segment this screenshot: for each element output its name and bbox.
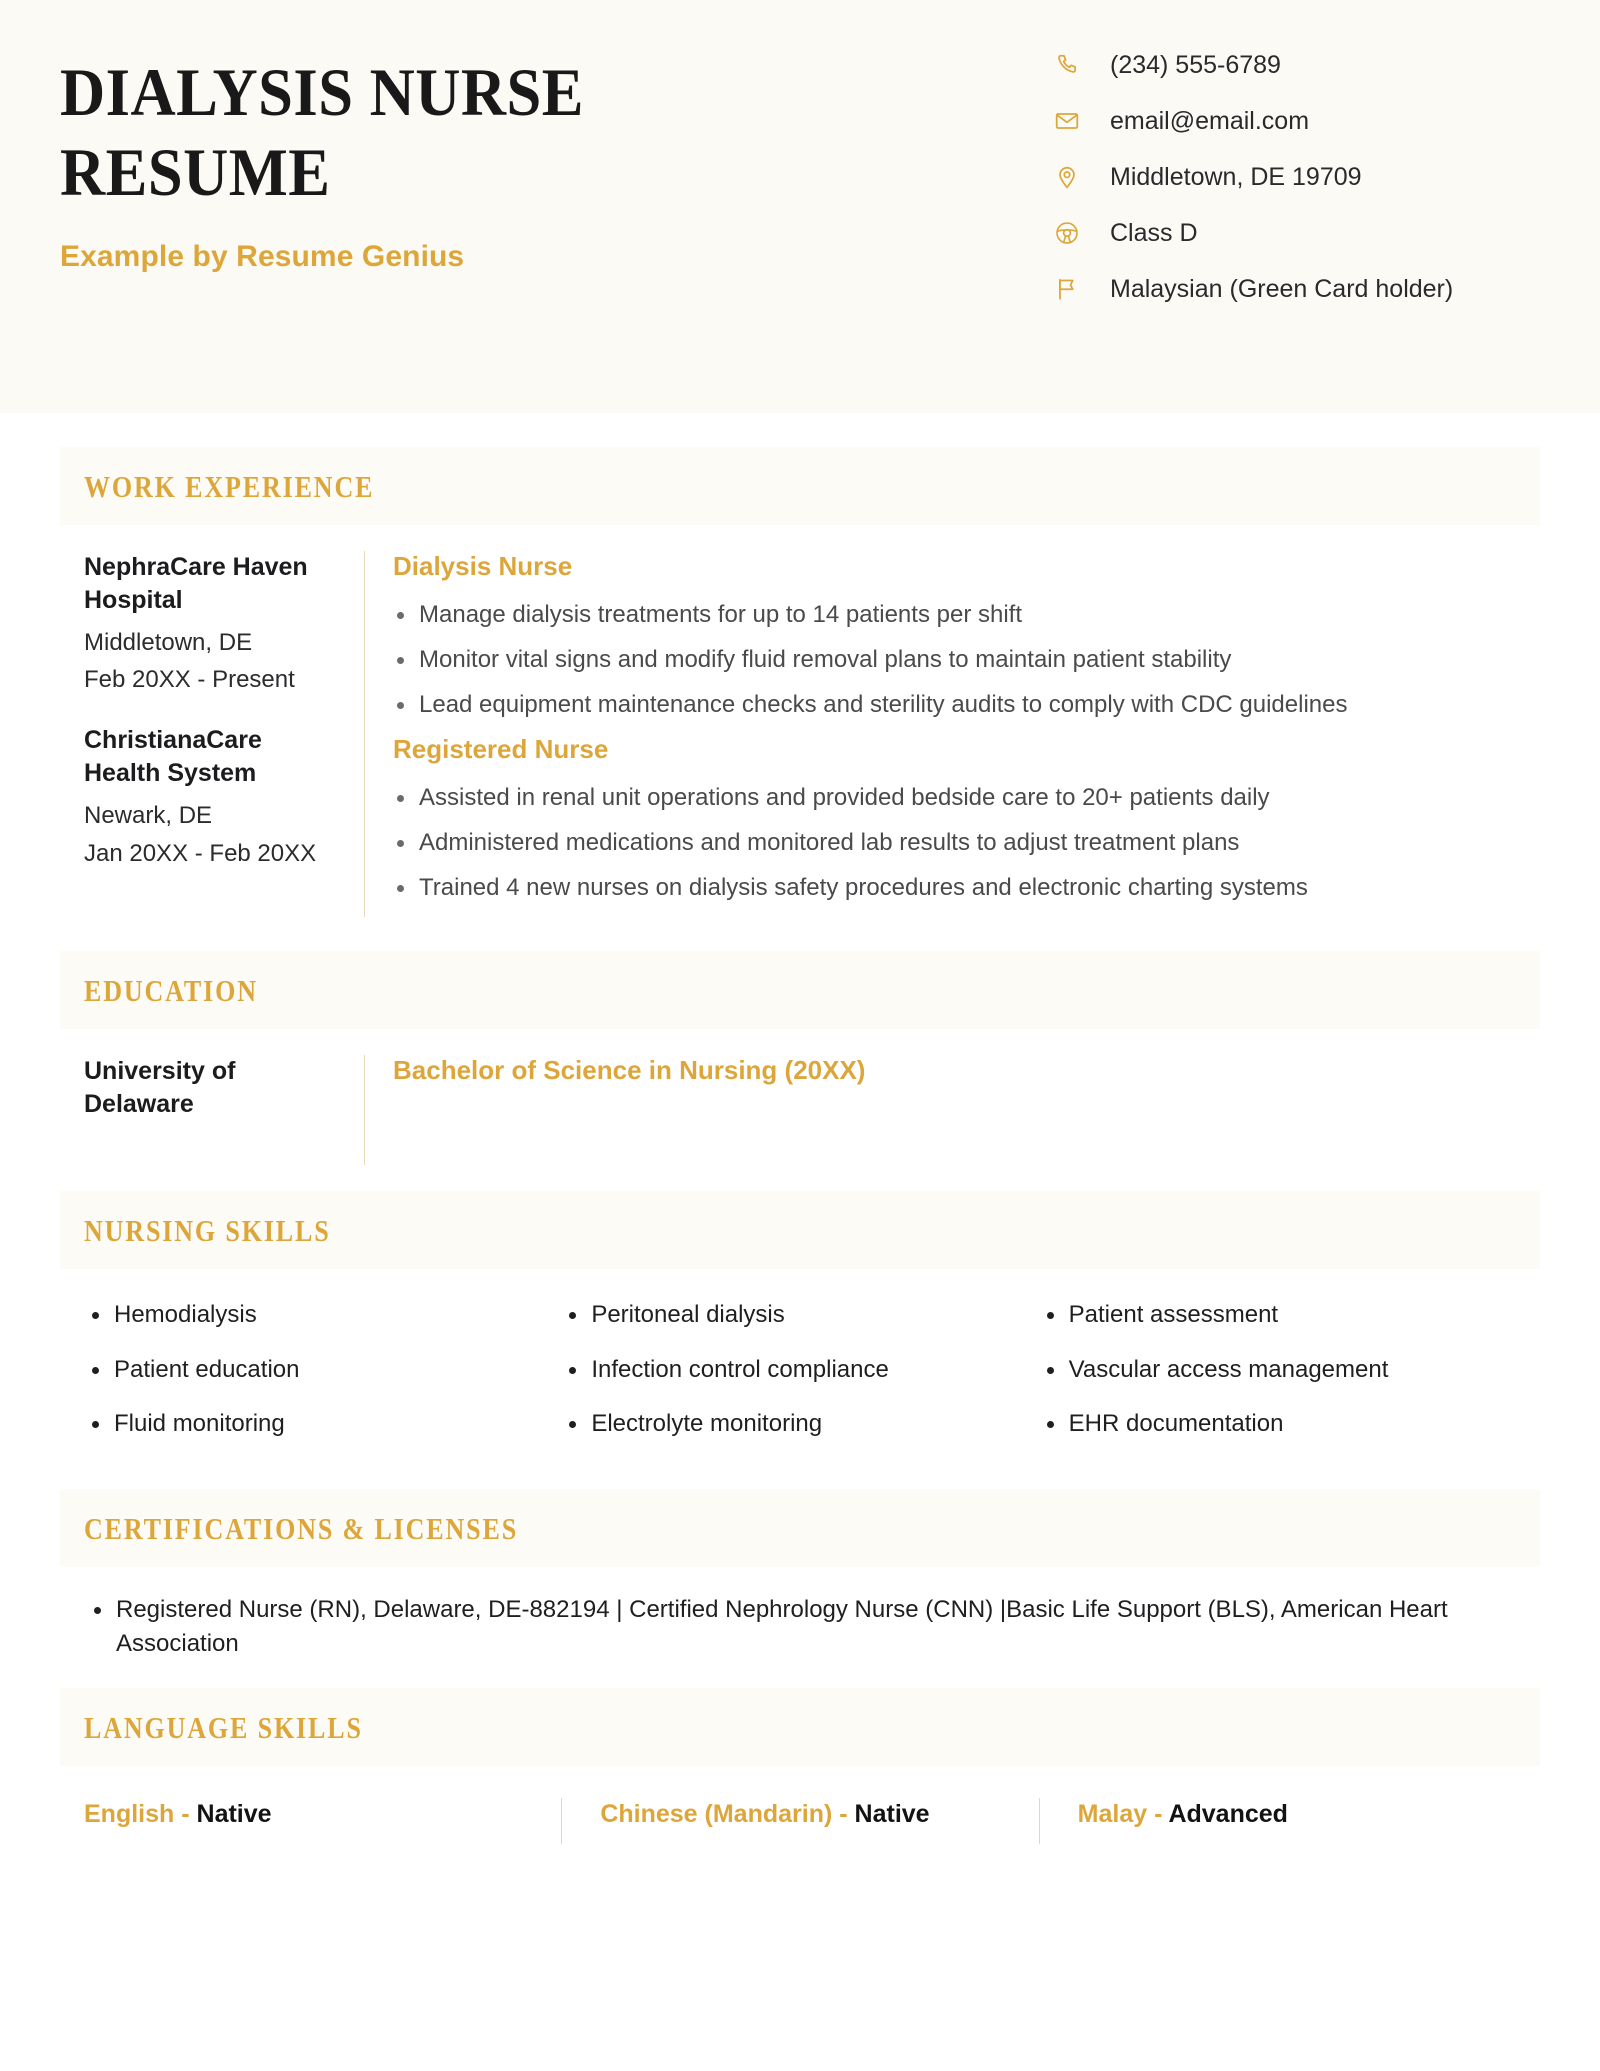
skills-column <box>561 1299 1038 1462</box>
section-language-skills <box>60 1688 1540 1884</box>
resume-header <box>0 0 1600 413</box>
job-bullet-list <box>393 781 1516 905</box>
skill-item: Hemodialysis <box>84 1299 541 1331</box>
org-name: NephraCare Haven Hospital <box>84 553 308 614</box>
header-identity <box>60 38 1040 274</box>
spacer <box>60 917 1540 951</box>
experience-role-column <box>365 551 1516 917</box>
language-item <box>84 1798 561 1844</box>
education-degree-column <box>365 1055 1516 1165</box>
language-level: Advanced <box>1168 1800 1288 1829</box>
job-bullet: Monitor vital signs and modify fluid removal plans to maintain patient stability <box>393 643 1516 677</box>
section-content-language-skills <box>60 1766 1540 1884</box>
skills-column <box>1039 1299 1516 1462</box>
language-item <box>561 1798 1038 1844</box>
language-level: Native <box>196 1800 272 1829</box>
certification-item: Registered Nurse (RN), Delaware, DE-882194 | Certified Nephrology Nurse (CNN) |Basic Life Support (BLS), American Heart Association <box>88 1593 1516 1663</box>
language-name: Chinese (Mandarin) <box>600 1800 833 1829</box>
contact-value-license: Class D <box>1110 219 1198 247</box>
section-content-nursing-skills <box>60 1269 1540 1462</box>
skill-item: Electrolyte monitoring <box>561 1408 1018 1440</box>
section-heading-education: EDUCATION <box>84 973 258 1009</box>
contact-item-phone <box>1052 48 1540 82</box>
section-content-certifications <box>60 1567 1540 1663</box>
certification-list <box>84 1593 1516 1663</box>
section-work-experience <box>60 447 1540 917</box>
job-title: Registered Nurse <box>393 734 609 765</box>
org-location: Middletown, DE <box>84 629 253 656</box>
experience-org-column <box>84 551 364 917</box>
language-item <box>1039 1798 1516 1844</box>
skill-item: EHR documentation <box>1039 1408 1496 1440</box>
contact-value-email: email@email.com <box>1110 107 1310 135</box>
spacer <box>60 1165 1540 1191</box>
page-title: DIALYSIS NURSE RESUME <box>60 54 584 211</box>
experience-org-entry <box>84 724 342 871</box>
vertical-divider <box>1039 1798 1040 1844</box>
section-band-work-experience <box>60 447 1540 525</box>
skill-item: Vascular access management <box>1039 1354 1496 1386</box>
section-band-language-skills <box>60 1688 1540 1766</box>
job-bullet: Trained 4 new nurses on dialysis safety procedures and electronic charting systems <box>393 871 1516 905</box>
job-bullet: Assisted in renal unit operations and provided bedside care to 20+ patients daily <box>393 781 1516 815</box>
language-dash: - <box>832 1800 855 1829</box>
section-band-nursing-skills <box>60 1191 1540 1269</box>
skills-column <box>84 1299 561 1462</box>
contact-list <box>1040 38 1540 328</box>
job-bullet: Manage dialysis treatments for up to 14 patients per shift <box>393 598 1516 632</box>
org-dates: Feb 20XX - Present <box>84 666 295 694</box>
spacer <box>60 1463 1540 1489</box>
spacer <box>60 1662 1540 1688</box>
language-name: Malay <box>1077 1800 1148 1829</box>
envelope-icon <box>1052 106 1082 136</box>
org-name: ChristianaCare Health System <box>84 726 262 787</box>
section-education <box>60 951 1540 1165</box>
section-band-education <box>60 951 1540 1029</box>
flag-icon <box>1052 274 1082 304</box>
org-dates: Jan 20XX - Feb 20XX <box>84 839 317 867</box>
skill-item: Peritoneal dialysis <box>561 1299 1018 1331</box>
education-school: University of Delaware <box>84 1057 236 1118</box>
org-location: Newark, DE <box>84 802 213 830</box>
vertical-divider <box>561 1798 562 1844</box>
skill-item: Patient assessment <box>1039 1299 1496 1331</box>
section-content-education <box>60 1029 1540 1165</box>
education-school-column <box>84 1055 364 1165</box>
language-dash: - <box>174 1800 197 1829</box>
section-band-certifications <box>60 1489 1540 1567</box>
contact-item-location <box>1052 160 1540 194</box>
contact-value-location: Middletown, DE 19709 <box>1110 163 1362 191</box>
phone-icon <box>1052 50 1082 80</box>
section-content-work-experience <box>60 525 1540 917</box>
experience-org-entry <box>84 551 342 698</box>
language-dash: - <box>1147 1800 1169 1829</box>
section-heading-nursing-skills: NURSING SKILLS <box>84 1213 331 1249</box>
language-level: Native <box>854 1800 930 1829</box>
resume-subtitle: Example by Resume Genius <box>60 240 465 274</box>
section-nursing-skills <box>60 1191 1540 1462</box>
contact-value-phone: (234) 555-6789 <box>1110 51 1281 79</box>
contact-item-nationality <box>1052 272 1540 306</box>
skill-item: Fluid monitoring <box>84 1408 541 1440</box>
job-bullet: Administered medications and monitored lab results to adjust treatment plans <box>393 826 1516 860</box>
section-heading-work-experience: WORK EXPERIENCE <box>84 469 375 504</box>
steering-wheel-icon <box>1052 218 1082 248</box>
language-name: English <box>84 1800 175 1829</box>
section-heading-certifications: CERTIFICATIONS & LICENSES <box>84 1510 519 1546</box>
skill-item: Patient education <box>84 1354 541 1386</box>
job-title: Dialysis Nurse <box>393 551 573 581</box>
skill-item: Infection control compliance <box>561 1354 1018 1386</box>
spacer <box>60 413 1540 447</box>
contact-value-nationality: Malaysian (Green Card holder) <box>1110 275 1454 303</box>
contact-item-license <box>1052 216 1540 250</box>
job-bullet-list <box>393 598 1516 722</box>
location-pin-icon <box>1052 162 1082 192</box>
contact-item-email <box>1052 104 1540 138</box>
education-degree: Bachelor of Science in Nursing (20XX) <box>393 1055 866 1086</box>
section-certifications <box>60 1489 1540 1663</box>
section-heading-language-skills: LANGUAGE SKILLS <box>84 1710 363 1746</box>
resume-body <box>0 413 1600 1884</box>
job-bullet: Lead equipment maintenance checks and sterility audits to comply with CDC guidelines <box>393 688 1516 722</box>
